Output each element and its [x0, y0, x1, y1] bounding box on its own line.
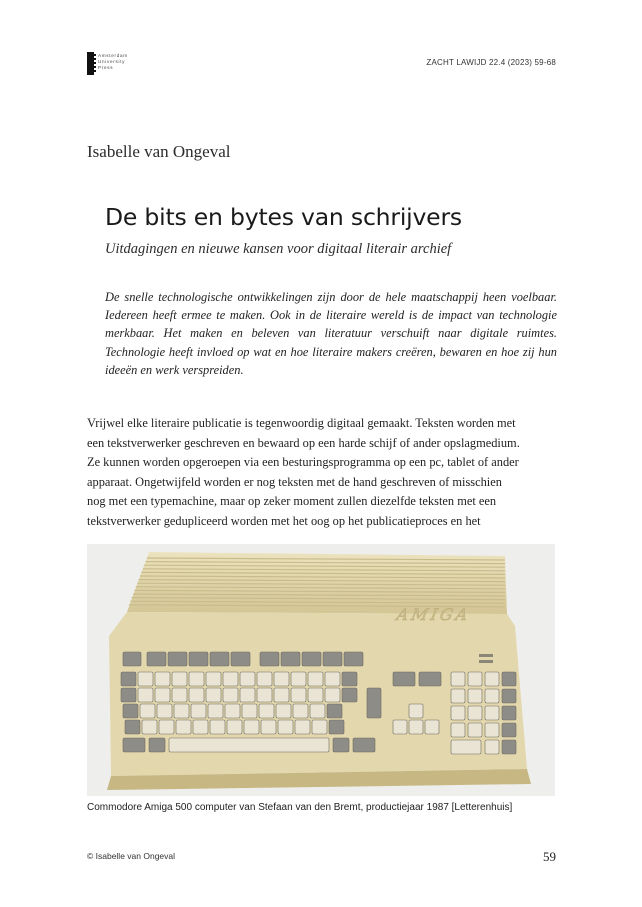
keyboard-key	[485, 672, 499, 686]
keyboard-key	[276, 704, 291, 718]
keyboard-key	[149, 738, 165, 752]
keyboard-key	[323, 652, 342, 666]
body-line: nog met een typemachine, maar op zeker moment zullen diezelfde teksten met een	[87, 494, 497, 508]
keyboard-key	[240, 672, 255, 686]
keyboard-key	[485, 706, 499, 720]
figure-photo	[87, 544, 555, 796]
power-led	[479, 654, 493, 657]
keyboard-key	[189, 652, 208, 666]
keyboard-key	[409, 720, 423, 734]
keyboard-key	[260, 652, 279, 666]
keyboard-key	[121, 672, 136, 686]
keyboard-key	[409, 704, 423, 718]
keyboard-key	[157, 704, 172, 718]
page-number: 59	[543, 849, 556, 864]
keyboard-key	[168, 652, 187, 666]
amiga-500-illustration	[87, 544, 555, 796]
keyboard-key	[325, 672, 340, 686]
keyboard-key	[485, 740, 499, 754]
keyboard-key	[189, 688, 204, 702]
keyboard-key	[293, 704, 308, 718]
keyboard-key	[169, 738, 329, 752]
keyboard-key	[155, 688, 170, 702]
keyboard-key	[295, 720, 310, 734]
body-line: tekstverwerker gedupliceerd worden met het oog op het publicatieproces en het	[87, 513, 481, 528]
article-title: De bits en bytes van schrijvers	[105, 203, 462, 231]
keyboard-key	[206, 672, 221, 686]
keyboard-key	[451, 672, 465, 686]
keyboard-key	[468, 672, 482, 686]
keyboard-key	[281, 652, 300, 666]
keyboard-key	[155, 672, 170, 686]
keyboard-key	[327, 704, 342, 718]
publisher-line: Amsterdam	[98, 53, 128, 58]
figure-caption: Commodore Amiga 500 computer van Stefaan van den Bremt, productiejaar 1987 [Letterenhuis]	[87, 802, 513, 813]
keyboard-key	[502, 672, 516, 686]
keyboard-key	[123, 738, 145, 752]
keyboard-key	[325, 688, 340, 702]
keyboard-key	[302, 652, 321, 666]
keyboard-key	[291, 672, 306, 686]
amiga-logo: AMIGA	[395, 605, 473, 624]
keyboard-key	[342, 672, 357, 686]
keyboard-key	[208, 704, 223, 718]
keyboard-key	[451, 706, 465, 720]
body-line: Ze kunnen worden opgeroepen via een besturingsprogramma op een pc, tablet of ander	[87, 455, 519, 469]
keyboard-key	[393, 720, 407, 734]
article-author: Isabelle van Ongeval	[87, 142, 231, 161]
article-abstract: De snelle technologische ontwikkelingen zijn door de hele maatschappij heen voelbaar. Iedereen heeft ermee te maken. Ook in de literaire wereld is de impact van technologie merkbaar. Het maken en beleven van literatuur verschuift naar digitale ruimtes. Technologie heeft invloed op wat en hoe literaire makers creëren, bewaren en hoe zij hun ideeën en werk verspreiden.	[105, 290, 557, 377]
body-line: apparaat. Ongetwijfeld worden er nog teksten met de hand geschreven of misschien	[87, 474, 502, 489]
keyboard-key	[140, 704, 155, 718]
keyboard-key	[308, 672, 323, 686]
keyboard-key	[367, 688, 381, 718]
keyboard-key	[189, 672, 204, 686]
keyboard-key	[333, 738, 349, 752]
body-paragraph	[87, 414, 557, 531]
keyboard-key	[451, 689, 465, 703]
keyboard-key	[240, 688, 255, 702]
keyboard-key	[123, 704, 138, 718]
keyboard-key	[223, 688, 238, 702]
drive-led	[479, 660, 493, 663]
keyboard-key	[123, 652, 141, 666]
keyboard-key	[242, 704, 257, 718]
keyboard-key	[419, 672, 441, 686]
keyboard-key	[278, 720, 293, 734]
keyboard-key	[502, 723, 516, 737]
keyboard-key	[257, 688, 272, 702]
keyboard-key	[176, 720, 191, 734]
keyboard-key	[451, 723, 465, 737]
publisher-line: University	[98, 59, 126, 64]
keyboard-key	[274, 672, 289, 686]
keyboard-key	[259, 704, 274, 718]
keyboard-key	[159, 720, 174, 734]
keyboard-key	[174, 704, 189, 718]
copyright-notice: © Isabelle van Ongeval	[87, 851, 176, 861]
keyboard-key	[172, 672, 187, 686]
keyboard-key	[312, 720, 327, 734]
keyboard-key	[291, 688, 306, 702]
publisher-name	[98, 53, 128, 71]
journal-citation: ZACHT LAWIJD 22.4 (2023) 59-68	[426, 58, 556, 67]
publisher-logo	[87, 52, 128, 75]
keyboard-key	[210, 652, 229, 666]
keyboard-key	[227, 720, 242, 734]
keyboard-key	[310, 704, 325, 718]
keyboard-key	[502, 689, 516, 703]
keyboard-key	[172, 688, 187, 702]
keyboard-key	[138, 688, 153, 702]
keyboard-key	[274, 688, 289, 702]
publisher-line: Press	[98, 65, 114, 70]
keyboard-key	[344, 652, 363, 666]
keyboard-key	[485, 689, 499, 703]
keyboard-key	[342, 688, 357, 702]
keyboard-key	[468, 689, 482, 703]
keyboard-key	[210, 720, 225, 734]
keyboard-key	[231, 652, 250, 666]
keyboard-key	[329, 720, 344, 734]
keyboard-key	[451, 740, 481, 754]
keyboard-key	[191, 704, 206, 718]
article-subtitle: Uitdagingen en nieuwe kansen voor digitaal literair archief	[105, 241, 452, 257]
keyboard-key	[142, 720, 157, 734]
keyboard-key	[223, 672, 238, 686]
keyboard-key	[425, 720, 439, 734]
body-line: een tekstverwerker geschreven en bewaard op een harde schijf of ander opslagmedium.	[87, 435, 520, 450]
keyboard-key	[147, 652, 166, 666]
keyboard-key	[468, 706, 482, 720]
keyboard-key	[244, 720, 259, 734]
keyboard-key	[206, 688, 221, 702]
keyboard-key	[257, 672, 272, 686]
publisher-logo-mark	[87, 52, 94, 75]
keyboard-key	[502, 740, 516, 754]
keyboard-key	[308, 688, 323, 702]
keyboard-key	[485, 723, 499, 737]
keyboard-key	[353, 738, 375, 752]
keyboard-key	[125, 720, 140, 734]
keyboard-key	[138, 672, 153, 686]
keyboard-key	[502, 706, 516, 720]
body-line: Vrijwel elke literaire publicatie is tegenwoordig digitaal gemaakt. Teksten worden met	[87, 416, 516, 430]
keyboard-key	[225, 704, 240, 718]
keyboard-key	[121, 688, 136, 702]
keyboard-key	[468, 723, 482, 737]
keyboard-key	[261, 720, 276, 734]
keyboard-key	[393, 672, 415, 686]
keyboard-key	[193, 720, 208, 734]
